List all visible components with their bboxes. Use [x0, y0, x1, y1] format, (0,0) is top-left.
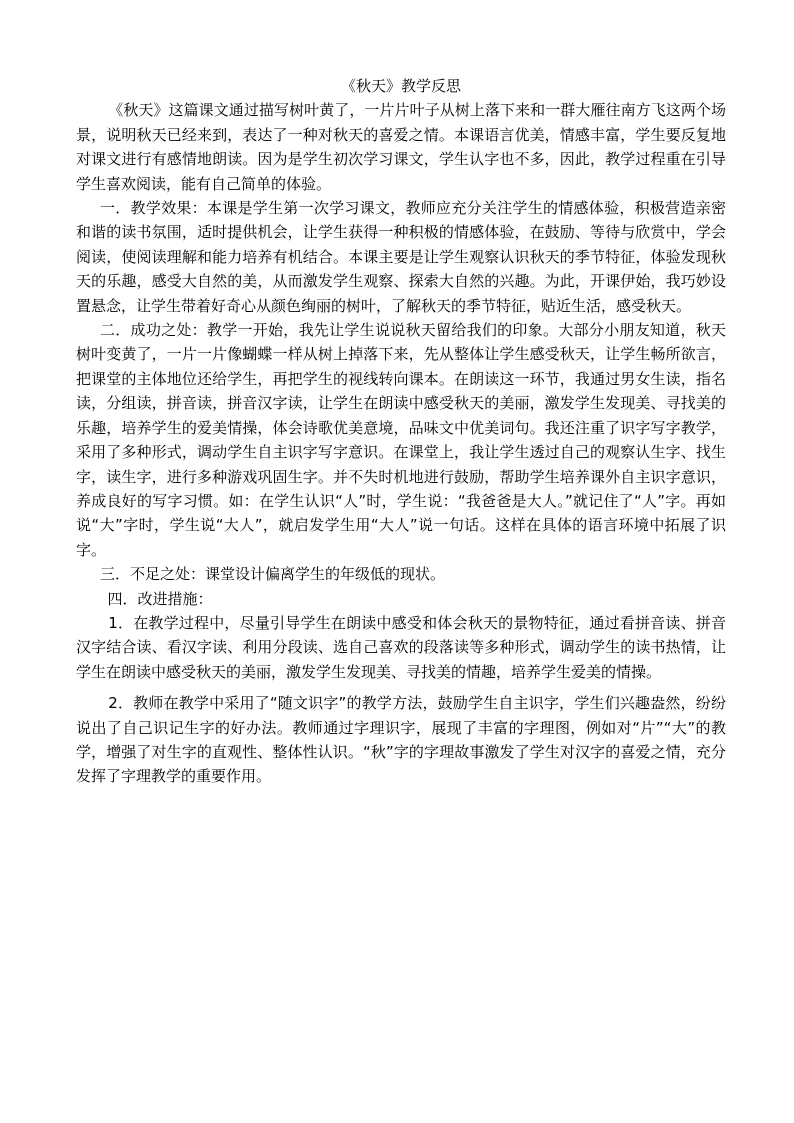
improvement-measure-2: 2．教师在教学中采用了“随文识字”的教学方法，鼓励学生自主识字，学生们兴趣盎然，纷纷说出了自己识记生字的好办法。教师通过字理识字，展现了丰富的字理图，例如对“片”“大”的教学，增强了对生字的直观性、整体性认识。“秋”字的字理故事激发了学生对汉字的喜爱之情，充分发挥了字理教学的重要作用。	[76, 694, 726, 786]
section-teaching-effect: 一．教学效果：本课是学生第一次学习课文，教师应充分关注学生的情感体验，积极营造亲密和谐的读书氛围，适时提供机会，让学生获得一种积极的情感体验，在鼓励、等待与欣赏中，学会阅读，使阅读理解和能力培养有机结合。本课主要是让学生观察认识秋天的季节特征，体验发现秋天的乐趣，感受大自然的美，从而激发学生观察、探索大自然的兴趣。为此，开课伊始，我巧妙设置悬念，让学生带着好奇心从颜色绚丽的树叶，了解秋天的季节特征，贴近生活，感受秋天。	[76, 199, 726, 315]
section-improvements-heading: 四．改进措施：	[107, 589, 213, 608]
document-title: 《秋天》教学反思	[340, 77, 461, 95]
improvement-measure-1: 1．在教学过程中，尽量引导学生在朗读中感受和体会秋天的景物特征，通过看拼音读、拼音汉字结合读、看汉字读、利用分段读、选自己喜欢的段落读等多种形式，调动学生的读书热情，让学生在朗读中感受秋天的美丽，激发学生发现美、寻找美的情趣，培养学生爱美的情操。	[76, 613, 726, 681]
section-shortcomings: 三．不足之处：课堂设计偏离学生的年级低的现状。	[100, 565, 446, 584]
section-successes: 二．成功之处：教学一开始，我先让学生说说秋天留给我们的印象。大部分小朋友知道，秋天树叶变黄了，一片一片像蝴蝶一样从树上掉落下来，先从整体让学生感受秋天，让学生畅所欲言，把课堂的主体地位还给学生，再把学生的视线转向课本。在朗读这一环节，我通过男女生读，指名读，分组读，拼音读，拼音汉字读，让学生在朗读中感受秋天的美丽，激发学生发现美、寻找美的乐趣，培养学生的爱美情操，体会诗歌优美意境，品味文中优美词句。我还注重了识字写字教学，采用了多种形式，调动学生自主识字写字意识。在课堂上，我让学生透过自己的观察认生字、找生字，读生字，进行多种游戏巩固生字。并不失时机地进行鼓励，帮助学生培养课外自主识字意识，养成良好的写字习惯。如：在学生认识“人”时，学生说：“我爸爸是大人。”就记住了“人”字。再如说“大”字时，学生说“大人”，就启发学生用“大人”说一句话。这样在具体的语言环境中拓展了识字。	[76, 321, 726, 559]
intro-paragraph: 《秋天》这篇课文通过描写树叶黄了，一片片叶子从树上落下来和一群大雁往南方飞这两个场景，说明秋天已经来到，表达了一种对秋天的喜爱之情。本课语言优美，情感丰富，学生要反复地对课文进行有感情地朗读。因为是学生初次学习课文，学生认字也不多，因此，教学过程重在引导学生喜欢阅读，能有自己简单的体验。	[76, 101, 726, 193]
document-page	[76, 74, 726, 789]
